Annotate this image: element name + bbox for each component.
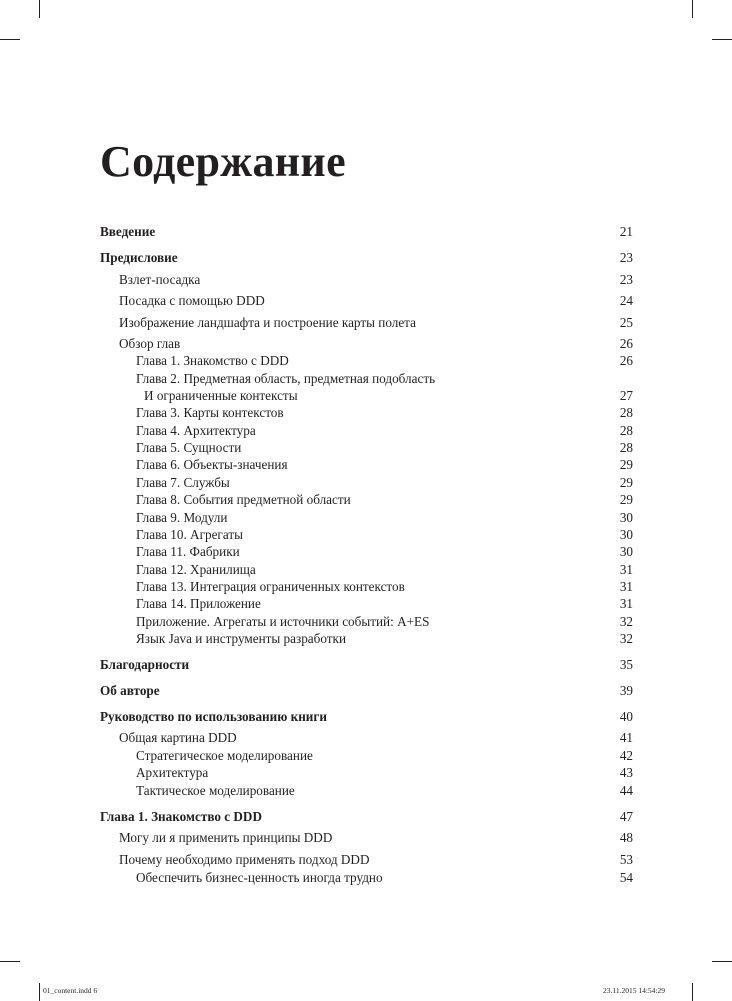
toc-entry-title: Об авторе [100, 683, 160, 698]
toc-entry[interactable] [136, 632, 633, 645]
toc-entry-page: 30 [619, 510, 633, 525]
toc-entry-page: 47 [619, 809, 633, 824]
toc-entry[interactable] [136, 545, 633, 558]
toc-entry[interactable] [119, 294, 633, 307]
footer-timestamp: 23.11.2015 14:54:29 [603, 986, 666, 995]
toc-entry-page: 32 [619, 631, 633, 646]
toc-entry-page: 21 [619, 224, 633, 239]
toc-entry[interactable] [136, 511, 633, 524]
toc-entry[interactable] [136, 458, 633, 471]
toc-entry[interactable] [136, 766, 633, 779]
toc-entry[interactable] [136, 580, 633, 593]
toc-entry-page: 41 [619, 730, 633, 745]
toc-entry[interactable] [100, 710, 633, 723]
toc-entry[interactable] [136, 615, 633, 628]
toc-entry-title: Глава 10. Агрегаты [136, 527, 243, 542]
toc-entry-title: Введение [100, 224, 156, 239]
toc-entry-page: 40 [619, 709, 633, 724]
toc-entry[interactable] [100, 658, 633, 671]
toc-entry-title: Глава 6. Объекты-значения [136, 457, 288, 472]
toc-entry-title: Глава 7. Службы [136, 475, 230, 490]
toc-entry-title: Приложение. Агрегаты и источники событий: A+ES [136, 614, 430, 629]
toc-entry-page: 39 [619, 683, 633, 698]
toc-entry[interactable] [136, 528, 633, 541]
toc-entry-title: Глава 13. Интеграция ограниченных контекстов [136, 579, 405, 594]
toc-entry-title: Глава 12. Хранилища [136, 562, 256, 577]
toc-entry-page: 43 [619, 765, 633, 780]
toc-entry-title: Глава 1. Знакомство с DDD [100, 809, 262, 824]
toc-entry-page: 30 [619, 527, 633, 542]
toc-entry[interactable] [136, 441, 633, 454]
toc-entry-page: 23 [619, 250, 633, 265]
toc-entry-title: Руководство по использованию книги [100, 709, 327, 724]
toc-entry-title: Почему необходимо применять подход DDD [119, 852, 370, 867]
toc-entry[interactable] [144, 389, 633, 402]
toc-entry-title: Взлет-посадка [119, 272, 201, 287]
toc-entry-page: 31 [619, 562, 633, 577]
toc-entry[interactable] [136, 354, 633, 367]
toc-entry-page: 26 [619, 353, 633, 368]
toc-entry-title: Изображение ландшафта и построение карты полета [119, 315, 416, 330]
footer-file: 01_content.indd 6 [43, 986, 98, 995]
toc-entry-title: Благодарности [100, 657, 190, 672]
toc-entry-title: Глава 3. Карты контекстов [136, 405, 284, 420]
toc-entry-page: 44 [619, 783, 633, 798]
toc-entry-title: Глава 8. События предметной области [136, 492, 351, 507]
toc-entry-title: Тактическое моделирование [136, 783, 295, 798]
toc-entry[interactable] [119, 831, 633, 844]
toc-entry[interactable] [136, 406, 633, 419]
toc-entry[interactable] [136, 476, 633, 489]
toc-entry-page: 30 [619, 544, 633, 559]
toc-entry[interactable] [136, 871, 633, 884]
toc-entry-title: Глава 4. Архитектура [136, 423, 256, 438]
toc-entry-title: Глава 14. Приложение [136, 596, 261, 611]
toc-entry-page: 28 [619, 423, 633, 438]
toc-entry-title: Могу ли я применить принципы DDD [119, 830, 333, 845]
toc-entry-title: Предисловие [100, 250, 178, 265]
toc-entry[interactable] [100, 684, 633, 697]
toc-entry[interactable] [119, 316, 633, 329]
toc-entry-title: Посадка с помощью DDD [119, 293, 265, 308]
toc-entry[interactable] [100, 810, 633, 823]
page-title: Содержание [100, 137, 346, 186]
toc-entry-page: 28 [619, 405, 633, 420]
toc-entry-title: Глава 9. Модули [136, 510, 228, 525]
toc-entry-title: Обзор глав [119, 336, 181, 351]
toc-entry-page: 48 [619, 830, 633, 845]
toc-entry[interactable] [136, 563, 633, 576]
toc-entry-title: Обеспечить бизнес-ценность иногда трудно [136, 870, 383, 885]
toc-entry-page: 23 [619, 272, 633, 287]
toc-entry[interactable] [119, 337, 633, 350]
toc-entry-title: И ограниченные контексты [144, 388, 298, 403]
toc-entry-page: 53 [619, 852, 633, 867]
toc-entry-page: 29 [619, 475, 633, 490]
toc-entry-page: 25 [619, 315, 633, 330]
toc-entry-page: 24 [619, 293, 633, 308]
toc-entry-page: 42 [619, 748, 633, 763]
toc-entry-page: 31 [619, 596, 633, 611]
toc-entry[interactable] [136, 784, 633, 797]
toc-entry-page: 29 [619, 457, 633, 472]
toc-entry[interactable] [119, 853, 633, 866]
toc-entry-page: 27 [619, 388, 633, 403]
toc-entry-title: Глава 2. Предметная область, предметная подобласть [136, 371, 436, 386]
toc-entry-page: 28 [619, 440, 633, 455]
toc-entry-title: Глава 1. Знакомство с DDD [136, 353, 289, 368]
toc-entry-title: Глава 11. Фабрики [136, 544, 240, 559]
toc-entry[interactable] [119, 731, 633, 744]
toc-entry-page: 26 [619, 336, 633, 351]
toc-entry[interactable] [136, 372, 633, 385]
toc-entry[interactable] [119, 273, 633, 286]
toc-entry-page: 54 [619, 870, 633, 885]
toc-entry-page: 29 [619, 492, 633, 507]
toc-entry-title: Общая картина DDD [119, 730, 237, 745]
toc-entry[interactable] [136, 493, 633, 506]
toc-entry-page: 35 [619, 657, 633, 672]
toc-entry[interactable] [100, 225, 633, 238]
toc-entry-page: 31 [619, 579, 633, 594]
toc-entry-title: Архитектура [136, 765, 209, 780]
toc-entry-page: 32 [619, 614, 633, 629]
toc-entry[interactable] [100, 251, 633, 264]
toc-entry-title: Стратегическое моделирование [136, 748, 313, 763]
toc-entry-title: Язык Java и инструменты разработки [136, 631, 347, 646]
toc-entry[interactable] [136, 749, 633, 762]
toc-entry[interactable] [136, 424, 633, 437]
toc-entry-title: Глава 5. Сущности [136, 440, 242, 455]
toc-entry[interactable] [136, 597, 633, 610]
